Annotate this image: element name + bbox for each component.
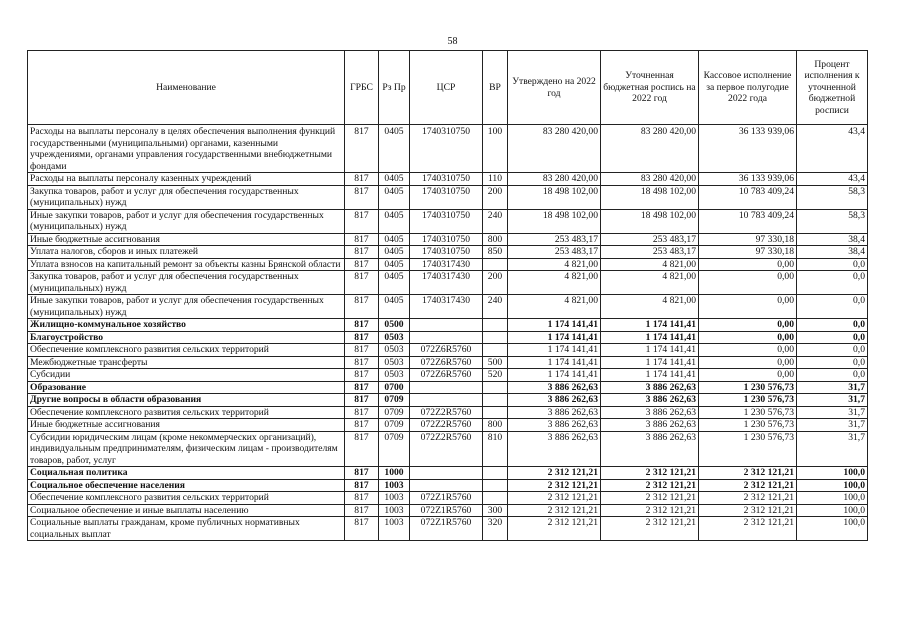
cell-grbs: 817 <box>345 233 379 246</box>
cell-approved: 2 312 121,21 <box>508 517 601 541</box>
cell-csr: 072Z2R5760 <box>410 431 483 467</box>
cell-csr <box>410 479 483 492</box>
cell-name: Социальное обеспечение и иные выплаты населению <box>28 504 345 517</box>
table-row <box>28 419 868 432</box>
cell-cash: 1 230 576,73 <box>699 406 797 419</box>
cell-approved: 4 821,00 <box>508 271 601 295</box>
cell-rzpr: 1003 <box>379 517 410 541</box>
cell-percent: 100,0 <box>797 479 868 492</box>
cell-csr: 072Z1R5760 <box>410 504 483 517</box>
cell-name: Субсидии <box>28 369 345 382</box>
cell-name: Обеспечение комплексного развития сельских территорий <box>28 492 345 505</box>
cell-name: Расходы на выплаты персоналу казенных учреждений <box>28 173 345 186</box>
cell-approved: 2 312 121,21 <box>508 479 601 492</box>
cell-vr: 810 <box>483 431 508 467</box>
cell-refined: 1 174 141,41 <box>601 319 699 332</box>
cell-rzpr: 0503 <box>379 331 410 344</box>
header-grbs: ГРБС <box>345 51 379 125</box>
cell-approved: 3 886 262,63 <box>508 406 601 419</box>
cell-refined: 1 174 141,41 <box>601 344 699 357</box>
cell-percent: 0,0 <box>797 356 868 369</box>
cell-refined: 2 312 121,21 <box>601 467 699 480</box>
cell-csr <box>410 331 483 344</box>
cell-csr: 072Z6R5760 <box>410 356 483 369</box>
cell-percent: 58,3 <box>797 185 868 209</box>
cell-refined: 2 312 121,21 <box>601 517 699 541</box>
cell-refined: 3 886 262,63 <box>601 381 699 394</box>
cell-percent: 0,0 <box>797 271 868 295</box>
cell-cash: 10 783 409,24 <box>699 209 797 233</box>
table-row <box>28 233 868 246</box>
cell-vr <box>483 479 508 492</box>
cell-percent: 0,0 <box>797 369 868 382</box>
cell-percent: 31,7 <box>797 419 868 432</box>
cell-percent: 100,0 <box>797 504 868 517</box>
cell-vr: 110 <box>483 173 508 186</box>
cell-vr <box>483 344 508 357</box>
cell-csr: 072Z2R5760 <box>410 406 483 419</box>
cell-csr <box>410 319 483 332</box>
cell-vr: 200 <box>483 271 508 295</box>
cell-grbs: 817 <box>345 406 379 419</box>
cell-approved: 2 312 121,21 <box>508 504 601 517</box>
cell-vr: 800 <box>483 419 508 432</box>
cell-rzpr: 1003 <box>379 479 410 492</box>
cell-name: Субсидии юридическим лицам (кроме некоммерческих организаций), индивидуальным предпринимателям, физическим лицам - производителям товаров, работ, услуг <box>28 431 345 467</box>
cell-cash: 0,00 <box>699 271 797 295</box>
cell-refined: 3 886 262,63 <box>601 431 699 467</box>
header-vr: ВР <box>483 51 508 125</box>
cell-approved: 1 174 141,41 <box>508 369 601 382</box>
cell-cash: 0,00 <box>699 331 797 344</box>
cell-name: Благоустройство <box>28 331 345 344</box>
header-percent: Процент исполнения к уточненной бюджетной росписи <box>797 51 868 125</box>
cell-refined: 1 174 141,41 <box>601 356 699 369</box>
cell-csr <box>410 394 483 407</box>
cell-csr: 1740310750 <box>410 209 483 233</box>
cell-grbs: 817 <box>345 504 379 517</box>
table-row <box>28 258 868 271</box>
cell-rzpr: 0503 <box>379 369 410 382</box>
table-row <box>28 246 868 259</box>
cell-rzpr: 0405 <box>379 173 410 186</box>
cell-rzpr: 1003 <box>379 492 410 505</box>
cell-name: Уплата налогов, сборов и иных платежей <box>28 246 345 259</box>
cell-percent: 0,0 <box>797 258 868 271</box>
cell-cash: 36 133 939,06 <box>699 125 797 173</box>
cell-refined: 4 821,00 <box>601 258 699 271</box>
table-header <box>28 51 868 125</box>
cell-cash: 0,00 <box>699 258 797 271</box>
cell-approved: 1 174 141,41 <box>508 344 601 357</box>
cell-cash: 0,00 <box>699 295 797 319</box>
cell-cash: 1 230 576,73 <box>699 431 797 467</box>
cell-cash: 0,00 <box>699 356 797 369</box>
cell-cash: 1 230 576,73 <box>699 394 797 407</box>
table-body <box>28 125 868 541</box>
cell-vr <box>483 258 508 271</box>
cell-refined: 83 280 420,00 <box>601 173 699 186</box>
cell-percent: 43,4 <box>797 125 868 173</box>
cell-percent: 0,0 <box>797 331 868 344</box>
cell-grbs: 817 <box>345 125 379 173</box>
cell-name: Иные бюджетные ассигнования <box>28 419 345 432</box>
cell-vr <box>483 394 508 407</box>
cell-csr: 072Z6R5760 <box>410 369 483 382</box>
cell-approved: 253 483,17 <box>508 233 601 246</box>
cell-csr: 072Z2R5760 <box>410 419 483 432</box>
cell-percent: 31,7 <box>797 406 868 419</box>
cell-cash: 10 783 409,24 <box>699 185 797 209</box>
cell-approved: 3 886 262,63 <box>508 381 601 394</box>
cell-grbs: 817 <box>345 246 379 259</box>
cell-approved: 4 821,00 <box>508 295 601 319</box>
cell-name: Обеспечение комплексного развития сельских территорий <box>28 406 345 419</box>
cell-csr: 1740317430 <box>410 271 483 295</box>
cell-rzpr: 0405 <box>379 295 410 319</box>
cell-csr: 072Z1R5760 <box>410 517 483 541</box>
table-row <box>28 185 868 209</box>
cell-csr <box>410 381 483 394</box>
cell-refined: 18 498 102,00 <box>601 209 699 233</box>
cell-rzpr: 0405 <box>379 246 410 259</box>
cell-name: Социальная политика <box>28 467 345 480</box>
cell-rzpr: 1003 <box>379 504 410 517</box>
cell-vr <box>483 381 508 394</box>
cell-name: Иные бюджетные ассигнования <box>28 233 345 246</box>
cell-name: Образование <box>28 381 345 394</box>
table-row <box>28 209 868 233</box>
cell-percent: 38,4 <box>797 233 868 246</box>
header-csr: ЦСР <box>410 51 483 125</box>
cell-grbs: 817 <box>345 492 379 505</box>
cell-name: Расходы на выплаты персоналу в целях обеспечения выполнения функций государственными (муниципальными) органами, казенными учреждениями, органами управления государственными внебюджетными фондами <box>28 125 345 173</box>
cell-name: Жилищно-коммунальное хозяйство <box>28 319 345 332</box>
cell-vr <box>483 331 508 344</box>
cell-grbs: 817 <box>345 331 379 344</box>
cell-grbs: 817 <box>345 467 379 480</box>
cell-csr: 072Z6R5760 <box>410 344 483 357</box>
cell-percent: 38,4 <box>797 246 868 259</box>
cell-cash: 2 312 121,21 <box>699 492 797 505</box>
cell-refined: 253 483,17 <box>601 233 699 246</box>
cell-approved: 253 483,17 <box>508 246 601 259</box>
cell-vr: 300 <box>483 504 508 517</box>
table-row <box>28 369 868 382</box>
cell-percent: 0,0 <box>797 295 868 319</box>
cell-grbs: 817 <box>345 173 379 186</box>
cell-cash: 2 312 121,21 <box>699 467 797 480</box>
cell-csr: 1740310750 <box>410 233 483 246</box>
cell-percent: 58,3 <box>797 209 868 233</box>
cell-cash: 2 312 121,21 <box>699 479 797 492</box>
cell-rzpr: 1000 <box>379 467 410 480</box>
cell-name: Межбюджетные трансферты <box>28 356 345 369</box>
cell-cash: 0,00 <box>699 344 797 357</box>
cell-refined: 1 174 141,41 <box>601 369 699 382</box>
table-row <box>28 492 868 505</box>
cell-grbs: 817 <box>345 369 379 382</box>
cell-name: Социальное обеспечение населения <box>28 479 345 492</box>
cell-name: Закупка товаров, работ и услуг для обеспечения государственных (муниципальных) нужд <box>28 271 345 295</box>
cell-refined: 2 312 121,21 <box>601 504 699 517</box>
cell-approved: 83 280 420,00 <box>508 125 601 173</box>
cell-rzpr: 0405 <box>379 258 410 271</box>
cell-vr: 800 <box>483 233 508 246</box>
cell-refined: 4 821,00 <box>601 295 699 319</box>
cell-approved: 1 174 141,41 <box>508 356 601 369</box>
cell-csr: 1740317430 <box>410 295 483 319</box>
cell-rzpr: 0405 <box>379 125 410 173</box>
cell-vr <box>483 319 508 332</box>
cell-percent: 100,0 <box>797 467 868 480</box>
cell-rzpr: 0503 <box>379 344 410 357</box>
cell-csr: 1740310750 <box>410 173 483 186</box>
cell-cash: 0,00 <box>699 319 797 332</box>
header-refined: Уточненная бюджетная роспись на 2022 год <box>601 51 699 125</box>
cell-vr <box>483 406 508 419</box>
cell-approved: 4 821,00 <box>508 258 601 271</box>
cell-approved: 1 174 141,41 <box>508 331 601 344</box>
cell-vr: 100 <box>483 125 508 173</box>
cell-percent: 0,0 <box>797 319 868 332</box>
cell-refined: 3 886 262,63 <box>601 394 699 407</box>
cell-csr: 1740310750 <box>410 185 483 209</box>
cell-grbs: 817 <box>345 479 379 492</box>
cell-cash: 97 330,18 <box>699 246 797 259</box>
cell-percent: 31,7 <box>797 394 868 407</box>
cell-approved: 1 174 141,41 <box>508 319 601 332</box>
cell-grbs: 817 <box>345 185 379 209</box>
cell-name: Иные закупки товаров, работ и услуг для обеспечения государственных (муниципальных) нужд <box>28 295 345 319</box>
cell-grbs: 817 <box>345 209 379 233</box>
cell-approved: 2 312 121,21 <box>508 467 601 480</box>
cell-grbs: 817 <box>345 394 379 407</box>
cell-csr: 1740310750 <box>410 246 483 259</box>
cell-name: Социальные выплаты гражданам, кроме публичных нормативных социальных выплат <box>28 517 345 541</box>
table-row <box>28 271 868 295</box>
cell-refined: 1 174 141,41 <box>601 331 699 344</box>
cell-cash: 2 312 121,21 <box>699 517 797 541</box>
cell-refined: 4 821,00 <box>601 271 699 295</box>
cell-grbs: 817 <box>345 258 379 271</box>
table-row <box>28 467 868 480</box>
table-row <box>28 406 868 419</box>
cell-vr: 240 <box>483 295 508 319</box>
cell-percent: 100,0 <box>797 492 868 505</box>
table-row <box>28 319 868 332</box>
cell-rzpr: 0709 <box>379 431 410 467</box>
cell-rzpr: 0405 <box>379 209 410 233</box>
cell-grbs: 817 <box>345 356 379 369</box>
cell-refined: 3 886 262,63 <box>601 406 699 419</box>
cell-vr: 850 <box>483 246 508 259</box>
cell-percent: 31,7 <box>797 381 868 394</box>
cell-rzpr: 0709 <box>379 394 410 407</box>
cell-cash: 36 133 939,06 <box>699 173 797 186</box>
cell-rzpr: 0500 <box>379 319 410 332</box>
cell-vr <box>483 492 508 505</box>
cell-approved: 18 498 102,00 <box>508 209 601 233</box>
cell-percent: 31,7 <box>797 431 868 467</box>
table-row <box>28 504 868 517</box>
table-row <box>28 173 868 186</box>
cell-csr <box>410 467 483 480</box>
cell-grbs: 817 <box>345 431 379 467</box>
cell-approved: 3 886 262,63 <box>508 419 601 432</box>
table-row <box>28 517 868 541</box>
cell-grbs: 817 <box>345 319 379 332</box>
cell-csr: 072Z1R5760 <box>410 492 483 505</box>
cell-grbs: 817 <box>345 517 379 541</box>
cell-cash: 1 230 576,73 <box>699 419 797 432</box>
table-row <box>28 125 868 173</box>
header-rzpr: Рз Пр <box>379 51 410 125</box>
table-row <box>28 331 868 344</box>
budget-table <box>27 50 868 541</box>
table-row <box>28 344 868 357</box>
cell-approved: 18 498 102,00 <box>508 185 601 209</box>
cell-vr <box>483 467 508 480</box>
cell-refined: 83 280 420,00 <box>601 125 699 173</box>
cell-vr: 500 <box>483 356 508 369</box>
cell-vr: 320 <box>483 517 508 541</box>
cell-refined: 2 312 121,21 <box>601 492 699 505</box>
cell-approved: 83 280 420,00 <box>508 173 601 186</box>
table-row <box>28 356 868 369</box>
cell-rzpr: 0503 <box>379 356 410 369</box>
cell-approved: 3 886 262,63 <box>508 431 601 467</box>
table-row <box>28 394 868 407</box>
cell-cash: 0,00 <box>699 369 797 382</box>
cell-percent: 100,0 <box>797 517 868 541</box>
cell-percent: 0,0 <box>797 344 868 357</box>
cell-cash: 97 330,18 <box>699 233 797 246</box>
cell-name: Закупка товаров, работ и услуг для обеспечения государственных (муниципальных) нужд <box>28 185 345 209</box>
page-number: 58 <box>447 36 458 47</box>
header-cash: Кассовое исполнение за первое полугодие 2022 года <box>699 51 797 125</box>
header-approved: Утверждено на 2022 год <box>508 51 601 125</box>
table-row <box>28 479 868 492</box>
header-name: Наименование <box>28 51 345 125</box>
table-row <box>28 381 868 394</box>
cell-vr: 520 <box>483 369 508 382</box>
cell-rzpr: 0405 <box>379 233 410 246</box>
table-row <box>28 295 868 319</box>
cell-vr: 240 <box>483 209 508 233</box>
table-row <box>28 431 868 467</box>
cell-cash: 2 312 121,21 <box>699 504 797 517</box>
cell-approved: 3 886 262,63 <box>508 394 601 407</box>
cell-name: Другие вопросы в области образования <box>28 394 345 407</box>
cell-vr: 200 <box>483 185 508 209</box>
cell-refined: 18 498 102,00 <box>601 185 699 209</box>
cell-grbs: 817 <box>345 344 379 357</box>
cell-csr: 1740310750 <box>410 125 483 173</box>
cell-name: Обеспечение комплексного развития сельских территорий <box>28 344 345 357</box>
cell-rzpr: 0700 <box>379 381 410 394</box>
cell-refined: 3 886 262,63 <box>601 419 699 432</box>
cell-percent: 43,4 <box>797 173 868 186</box>
cell-csr: 1740317430 <box>410 258 483 271</box>
cell-cash: 1 230 576,73 <box>699 381 797 394</box>
cell-refined: 253 483,17 <box>601 246 699 259</box>
cell-rzpr: 0405 <box>379 271 410 295</box>
cell-refined: 2 312 121,21 <box>601 479 699 492</box>
cell-approved: 2 312 121,21 <box>508 492 601 505</box>
cell-grbs: 817 <box>345 295 379 319</box>
cell-rzpr: 0405 <box>379 185 410 209</box>
cell-grbs: 817 <box>345 381 379 394</box>
cell-grbs: 817 <box>345 271 379 295</box>
cell-rzpr: 0709 <box>379 406 410 419</box>
cell-name: Иные закупки товаров, работ и услуг для обеспечения государственных (муниципальных) нужд <box>28 209 345 233</box>
cell-rzpr: 0709 <box>379 419 410 432</box>
cell-grbs: 817 <box>345 419 379 432</box>
cell-name: Уплата взносов на капитальный ремонт за объекты казны Брянской области <box>28 258 345 271</box>
